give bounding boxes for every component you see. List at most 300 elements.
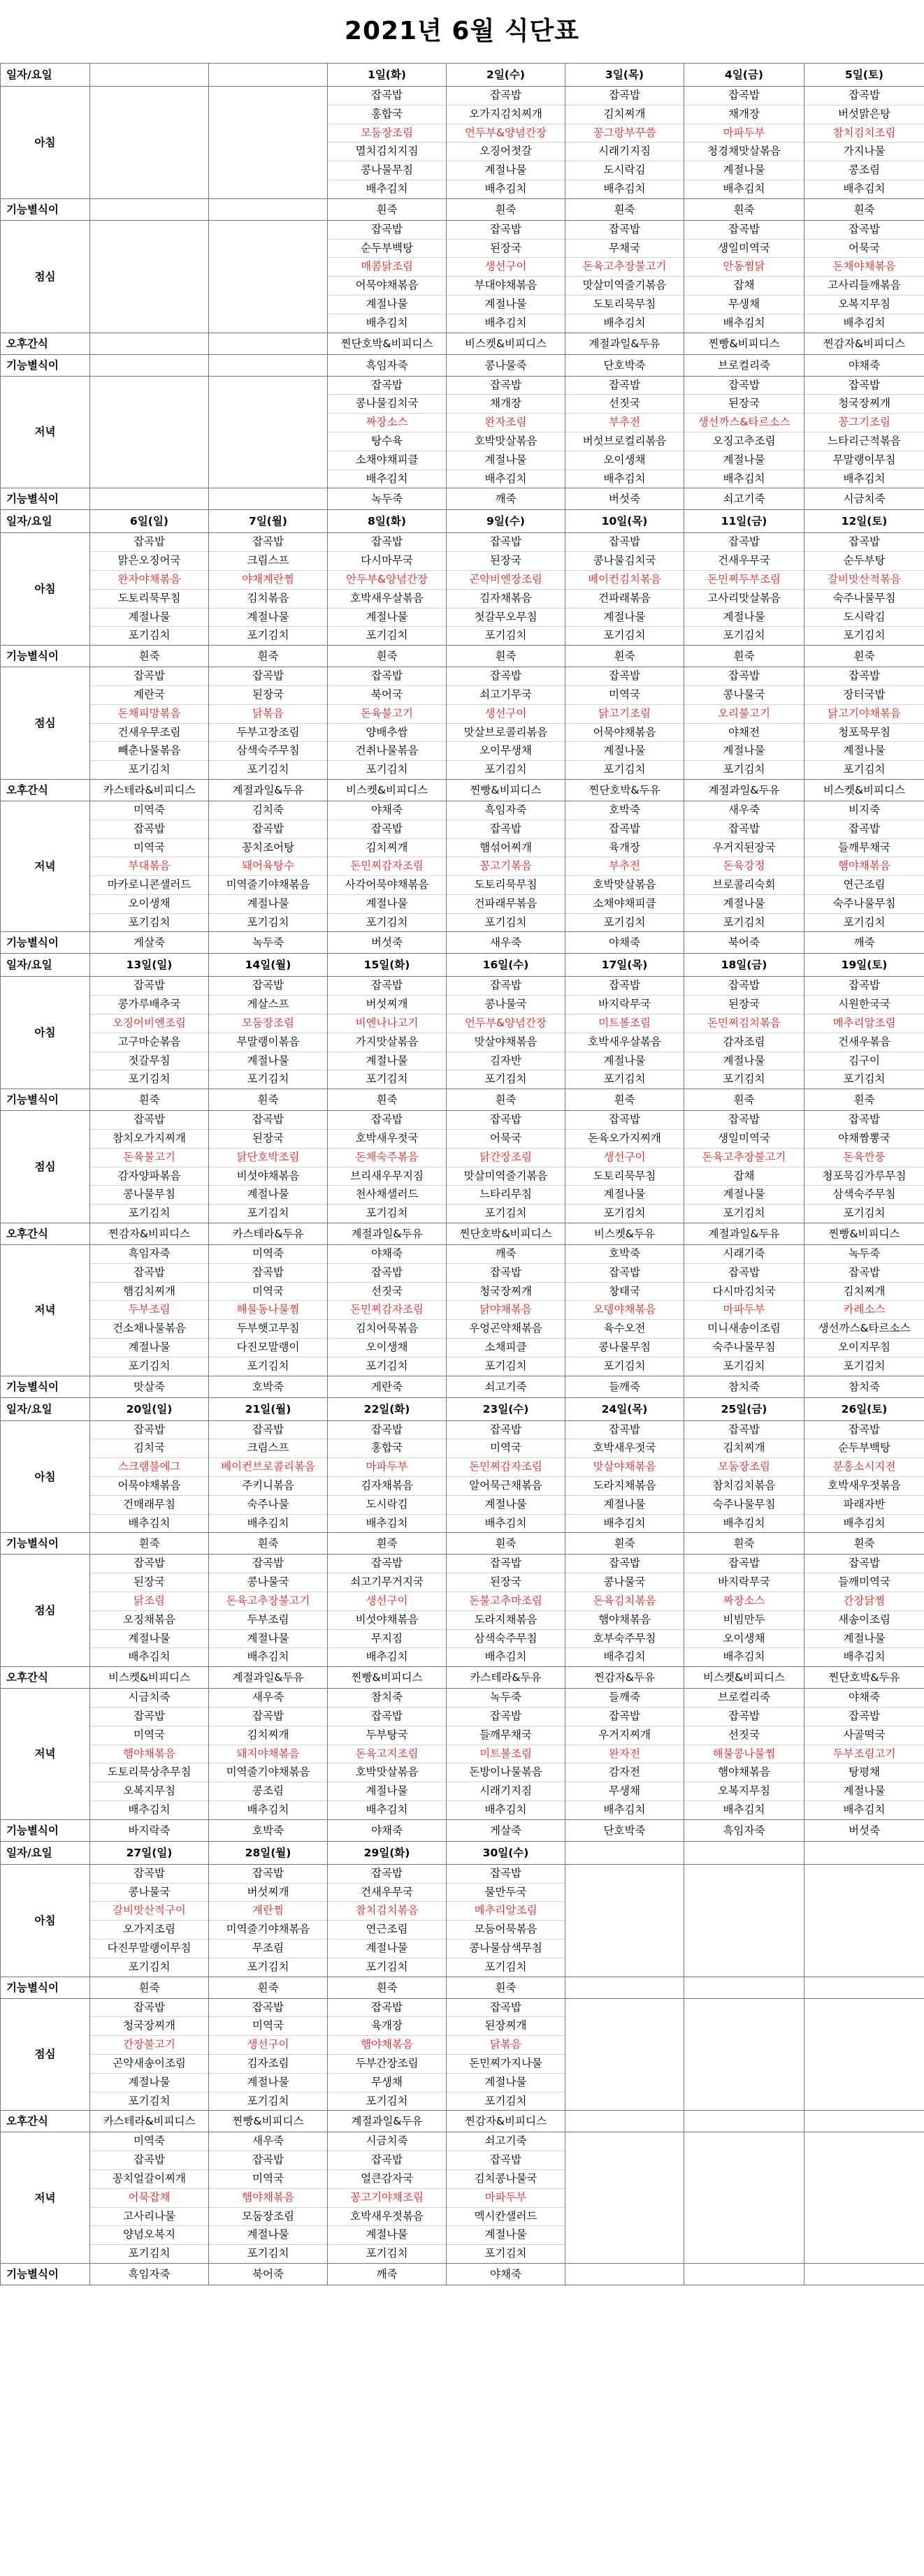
menu-item: 잡곡밥 [328, 1263, 446, 1282]
menu-item: 안두부&양념간장 [328, 570, 446, 589]
menu-item: 계절나물 [684, 1185, 804, 1204]
menu-item: 호박맛살볶음 [328, 1763, 446, 1782]
menu-item: 오이생채 [684, 1629, 804, 1648]
therapeutic-diet-label: 기능별식이 [1, 488, 90, 510]
day-header: 12일(토) [804, 510, 924, 533]
menu-item: 삼색숙주무침 [804, 1185, 924, 1204]
meal-cell [328, 667, 447, 780]
menu-item: 잡곡밥 [490, 222, 521, 235]
menu-item: 물만두국 [447, 1883, 565, 1902]
snack-cell: 비스켓&비피디스 [684, 1667, 804, 1689]
diet-cell: 브로컬리죽 [684, 354, 804, 376]
diet-cell: 흰죽 [90, 1089, 209, 1111]
menu-item: 순두부탕 [804, 551, 924, 570]
menu-item: 계절나물 [328, 1051, 446, 1070]
date-header-label: 일자/요일 [1, 1397, 90, 1420]
meal-cell [804, 1689, 924, 1820]
therapeutic-diet-label: 기능별식이 [1, 2263, 90, 2285]
meal-cell [328, 801, 447, 932]
menu-item: 배추김치 [684, 1647, 804, 1666]
menu-item: 김치콩나물국 [447, 2169, 565, 2188]
meal-cell [328, 533, 447, 646]
menu-item: 쇠고기무거지국 [328, 1573, 446, 1592]
menu-item: 멕시칸샐러드 [447, 2207, 565, 2226]
menu-item: 호부숙주무침 [565, 1629, 684, 1648]
menu-item: 포기김치 [447, 2244, 565, 2263]
menu-item: 잡곡밥 [849, 1113, 880, 1126]
menu-item: 김치볶음 [209, 589, 327, 608]
meal-cell [209, 1111, 328, 1223]
menu-item: 오이무생채 [447, 741, 565, 760]
meal-cell [328, 2132, 447, 2264]
menu-item: 포기김치 [90, 760, 208, 779]
meal-cell [565, 220, 684, 333]
menu-item: 포기김치 [328, 1204, 446, 1223]
diet-cell: 깨죽 [804, 932, 924, 954]
menu-item: 김구이 [804, 1051, 924, 1070]
menu-item: 잡곡밥 [728, 89, 760, 101]
diet-cell: 흑임자죽 [328, 354, 447, 376]
menu-item: 잡곡밥 [490, 2000, 521, 2014]
meal-cell [804, 533, 924, 646]
dinner-row [1, 1689, 924, 1820]
snack-cell: 찐단호박&두유 [804, 1667, 924, 1689]
menu-item: 배추김치 [90, 1800, 208, 1819]
menu-item: 어묵국 [447, 1129, 565, 1148]
menu-item: 첫갈무오무침 [447, 608, 565, 627]
diet-cell: 흰죽 [684, 646, 804, 667]
menu-item: 김치국 [90, 1439, 208, 1457]
diet-row [1, 932, 924, 954]
menu-item: 잡곡밥 [371, 89, 403, 101]
menu-item: 잡채 [684, 1167, 804, 1186]
day-header: 23일(수) [447, 1397, 565, 1420]
diet-row [1, 1533, 924, 1555]
menu-item: 김치찌개 [684, 1439, 804, 1457]
menu-item: 비빔만두 [684, 1610, 804, 1629]
snack-cell: 계절과일&두유 [209, 1667, 328, 1689]
menu-item: 잡곡밥 [133, 1422, 165, 1436]
menu-item: 다시마김치국 [684, 1282, 804, 1301]
menu-item: 잡곡밥 [133, 1557, 165, 1570]
menu-item: 콩나물김치국 [565, 551, 684, 570]
menu-item: 우거지찌개 [565, 1726, 684, 1745]
menu-item: 포기김치 [328, 2092, 446, 2111]
menu-item: 미역줄기야채볶음 [209, 1763, 327, 1782]
meal-cell [90, 801, 209, 932]
meal-cell [209, 801, 328, 932]
menu-item: 매콤닭조림 [328, 257, 446, 276]
menu-item: 맑은오징어국 [90, 551, 208, 570]
menu-item: 호박죽 [609, 803, 640, 816]
diet-cell: 흰죽 [447, 1089, 565, 1111]
snack-cell: 카스테라&비피디스 [90, 779, 209, 801]
day-header: 19일(토) [804, 954, 924, 977]
menu-item: 잡곡밥 [90, 820, 208, 838]
menu-item: 참치오가지찌개 [90, 1129, 208, 1148]
menu-item: 모둠장조림 [684, 1457, 804, 1476]
day-header: 6일(일) [90, 510, 209, 533]
meal-cell [447, 1420, 565, 1533]
day-header: 3일(목) [565, 64, 684, 87]
menu-item: 콩조림 [804, 161, 924, 180]
menu-item: 잡곡밥 [565, 1263, 684, 1282]
menu-item: 생일미역국 [684, 1129, 804, 1148]
menu-item: 미역줄기야채볶음 [209, 1920, 327, 1939]
menu-item: 무지짐 [328, 1629, 446, 1648]
menu-item: 잡곡밥 [728, 669, 760, 683]
menu-item: 곤약비엔장조림 [447, 570, 565, 589]
menu-item: 도토리묵무침 [90, 589, 208, 608]
menu-item: 콩나물국 [684, 685, 804, 704]
menu-item: 야채죽 [371, 1247, 403, 1260]
diet-cell: 흰죽 [447, 646, 565, 667]
menu-item: 잡곡밥 [252, 1113, 284, 1126]
menu-item: 참치죽 [371, 1691, 403, 1704]
meal-cell [90, 1555, 209, 1667]
diet-cell [565, 1977, 684, 1998]
menu-item: 맛살미역줄기볶음 [565, 276, 684, 295]
menu-item: 모둠장조림 [209, 2207, 327, 2226]
menu-item: 잡곡밥 [371, 1422, 403, 1436]
menu-item: 들깨죽 [609, 1691, 640, 1704]
meal-cell [684, 1864, 804, 1977]
menu-item: 계절나물 [90, 1629, 208, 1648]
menu-item: 건파래볶음 [565, 589, 684, 608]
meal-cell [209, 1245, 328, 1376]
menu-item: 돼어육탕수 [209, 857, 327, 875]
menu-item: 도토리묵무침 [565, 1167, 684, 1186]
menu-item: 계절나물 [684, 894, 804, 913]
menu-item: 언두부&양념간장 [447, 1014, 565, 1033]
menu-item: 어묵잡채 [90, 2188, 208, 2207]
menu-item: 잡곡밥 [684, 1263, 804, 1282]
menu-item: 잡곡밥 [371, 378, 403, 391]
dinner-label: 저녁 [1, 1245, 90, 1376]
menu-item: 포기김치 [209, 760, 327, 779]
snack-cell: 계절과일&두유 [328, 1223, 447, 1245]
menu-item: 오징채볶음 [90, 1610, 208, 1629]
menu-item: 포기김치 [447, 913, 565, 932]
menu-item: 빼춘나물볶음 [90, 741, 208, 760]
menu-item: 오가지김치찌개 [447, 105, 565, 124]
menu-item: 닭볶음 [447, 2035, 565, 2054]
menu-item: 돈불고추마조림 [447, 1592, 565, 1610]
menu-item: 오이생채 [565, 451, 684, 470]
menu-item: 건소채나물볶음 [90, 1319, 208, 1338]
diet-cell: 버섯죽 [328, 932, 447, 954]
menu-item: 포기김치 [209, 1070, 327, 1089]
menu-item: 카레소스 [804, 1300, 924, 1319]
meal-cell [209, 220, 328, 333]
menu-item: 잡곡밥 [728, 1557, 760, 1570]
menu-item: 계절나물 [684, 161, 804, 180]
menu-item: 가지나물 [804, 142, 924, 161]
menu-item: 잡곡밥 [490, 1557, 521, 1570]
diet-cell [90, 488, 209, 510]
menu-item: 생선구이 [209, 2035, 327, 2054]
menu-item: 잡곡밥 [90, 1263, 208, 1282]
snack-cell [90, 333, 209, 354]
menu-item: 완자야채볶음 [90, 570, 208, 589]
menu-item: 포기김치 [684, 626, 804, 645]
menu-item: 알어묵근채볶음 [447, 1476, 565, 1495]
therapeutic-diet-label: 기능별식이 [1, 932, 90, 954]
menu-item: 포기김치 [684, 913, 804, 932]
diet-cell: 게살죽 [90, 932, 209, 954]
menu-item: 햄야채볶음 [90, 1745, 208, 1763]
menu-item: 계절나물 [684, 608, 804, 627]
meal-cell [90, 667, 209, 780]
diet-cell [804, 2263, 924, 2285]
menu-item: 맛살야채볶음 [565, 1457, 684, 1476]
therapeutic-diet-label: 기능별식이 [1, 1376, 90, 1397]
meal-cell [447, 667, 565, 780]
snack-cell: 카스테라&두유 [447, 1667, 565, 1689]
menu-item: 야채죽 [849, 1691, 880, 1704]
menu-item: 김치죽 [252, 803, 284, 816]
day-header [90, 64, 209, 87]
menu-item: 김자조림 [209, 2054, 327, 2073]
diet-cell: 호박죽 [209, 1376, 328, 1397]
therapeutic-diet-label: 기능별식이 [1, 1533, 90, 1555]
menu-item: 포기김치 [328, 1958, 446, 1977]
menu-item: 계절나물 [447, 2073, 565, 2092]
menu-item: 도라지채볶음 [447, 1610, 565, 1629]
menu-item: 계절나물 [565, 1185, 684, 1204]
menu-item: 잡곡밥 [490, 378, 521, 391]
day-header [565, 1841, 684, 1864]
diet-cell: 버섯죽 [804, 1819, 924, 1841]
menu-item: 오이생채 [328, 1338, 446, 1357]
menu-item: 돈민찌두부조림 [684, 570, 804, 589]
menu-item: 호박새우살볶음 [565, 1033, 684, 1051]
week-header-row [1, 954, 924, 977]
menu-item: 포기김치 [684, 1070, 804, 1089]
menu-item: 생선까스&타르소스 [804, 1319, 924, 1338]
menu-item: 갈비맛산적구이 [90, 1901, 208, 1920]
menu-item: 포기김치 [90, 1070, 208, 1089]
menu-item: 햄야채볶음 [684, 1763, 804, 1782]
menu-item: 오리불고기 [684, 704, 804, 723]
snack-cell [209, 333, 328, 354]
meal-cell [447, 1111, 565, 1223]
menu-item: 계절나물 [447, 451, 565, 470]
menu-item: 포기김치 [565, 760, 684, 779]
date-header-label: 일자/요일 [1, 954, 90, 977]
menu-item: 들깨무채국 [447, 1726, 565, 1745]
menu-item: 잡곡밥 [728, 535, 760, 548]
menu-item: 건새우무조림 [90, 723, 208, 742]
menu-item: 콩나물무침 [328, 161, 446, 180]
meal-cell [804, 1998, 924, 2111]
diet-cell: 새우죽 [447, 932, 565, 954]
menu-item: 연근조림 [328, 1920, 446, 1939]
menu-item: 해물동나물찜 [209, 1300, 327, 1319]
meal-cell [447, 533, 565, 646]
menu-item: 잡곡밥 [447, 820, 565, 838]
menu-item: 생일미역국 [684, 239, 804, 258]
week-header-row [1, 64, 924, 87]
afternoon-snack-label: 오후간식 [1, 2111, 90, 2132]
diet-cell: 흰죽 [209, 1533, 328, 1555]
menu-item: 잡곡밥 [371, 222, 403, 235]
meal-cell [565, 1864, 684, 1977]
menu-item: 배추김치 [328, 1647, 446, 1666]
diet-cell: 버섯죽 [565, 488, 684, 510]
menu-item: 탕평채 [804, 1763, 924, 1782]
menu-item: 김치어묵볶음 [328, 1319, 446, 1338]
meal-cell [804, 1864, 924, 1977]
dinner-row [1, 2132, 924, 2264]
meal-cell [209, 1689, 328, 1820]
menu-item: 해물콩나물찜 [684, 1745, 804, 1763]
breakfast-row [1, 1864, 924, 1977]
meal-cell [565, 533, 684, 646]
diet-cell: 호박죽 [209, 1819, 328, 1841]
menu-item: 두부탕국 [328, 1726, 446, 1745]
day-header: 2일(수) [447, 64, 565, 87]
diet-cell: 흰죽 [565, 198, 684, 220]
menu-item: 잡곡밥 [728, 378, 760, 391]
menu-item: 언두부&양념간장 [447, 124, 565, 143]
menu-item: 어묵야채볶음 [565, 723, 684, 742]
meal-cell [684, 1245, 804, 1376]
diet-cell [90, 198, 209, 220]
day-header: 15일(화) [328, 954, 447, 977]
menu-item: 생선구이 [565, 1148, 684, 1167]
menu-item: 돈민찌가지나물 [447, 2054, 565, 2073]
menu-item: 콩조림 [209, 1782, 327, 1800]
menu-item: 꽁그랑부꾸씀 [565, 124, 684, 143]
diet-cell [209, 354, 328, 376]
menu-item: 포기김치 [447, 1070, 565, 1089]
diet-cell [684, 2263, 804, 2285]
menu-item: 참치김치조림 [804, 124, 924, 143]
lunch-row [1, 1111, 924, 1223]
menu-item: 오복지무침 [684, 1782, 804, 1800]
meal-cell [328, 1864, 447, 1977]
menu-item: 삼색숙주무침 [209, 741, 327, 760]
snack-cell: 찐감자&비피디스 [90, 1223, 209, 1245]
menu-item: 잡곡밥 [609, 222, 640, 235]
menu-item: 포기김치 [90, 626, 208, 645]
menu-item: 육개장 [328, 2016, 446, 2035]
diet-cell [90, 354, 209, 376]
meal-cell [90, 1111, 209, 1223]
diet-cell: 흰죽 [684, 1533, 804, 1555]
menu-item: 배추김치 [90, 1514, 208, 1533]
meal-cell [90, 1420, 209, 1533]
menu-item: 포기김치 [328, 2244, 446, 2263]
menu-item: 배추김치 [447, 314, 565, 333]
page-title: 2021년 6월 식단표 [344, 17, 580, 45]
menu-item: 포기김치 [565, 1204, 684, 1223]
meal-cell [684, 801, 804, 932]
meal-cell [684, 376, 804, 488]
menu-item: 부추전 [565, 413, 684, 432]
menu-item: 햄김치찌개 [90, 1282, 208, 1301]
meal-cell [565, 376, 684, 488]
menu-item: 잡곡밥 [684, 1707, 804, 1726]
menu-item: 배추김치 [804, 1800, 924, 1819]
menu-item: 포기김치 [804, 1357, 924, 1376]
menu-item: 잡곡밥 [252, 535, 284, 548]
menu-item: 비섯야채볶음 [209, 1167, 327, 1186]
meal-cell [209, 2132, 328, 2264]
diet-cell: 쇠고기죽 [684, 488, 804, 510]
day-header: 21일(월) [209, 1397, 328, 1420]
menu-item: 사각어묵야채볶음 [328, 875, 446, 894]
menu-item: 포기김치 [447, 760, 565, 779]
therapeutic-diet-label: 기능별식이 [1, 646, 90, 667]
dinner-row [1, 376, 924, 488]
meal-cell [447, 2132, 565, 2264]
menu-item: 잡곡밥 [133, 979, 165, 992]
menu-item: 호박새우살볶음 [328, 589, 446, 608]
snack-cell: 찐빵&비피디스 [328, 1667, 447, 1689]
lunch-label: 점심 [1, 667, 90, 780]
menu-item: 배추김치 [447, 1647, 565, 1666]
menu-item: 연근조림 [804, 875, 924, 894]
menu-item: 콩나물국 [565, 1573, 684, 1592]
menu-item: 콩나물국 [447, 995, 565, 1014]
menu-item: 김자채볶음 [447, 589, 565, 608]
menu-item: 새우죽 [252, 2134, 284, 2148]
meal-cell [90, 2132, 209, 2264]
menu-item: 계절나물 [684, 741, 804, 760]
diet-row [1, 1819, 924, 1841]
menu-item: 잡곡밥 [490, 1866, 521, 1879]
menu-item: 우엉곤약채볶음 [447, 1319, 565, 1338]
menu-item: 배추김치 [565, 1800, 684, 1819]
menu-item: 시금치죽 [128, 1691, 171, 1704]
meal-cell [804, 667, 924, 780]
menu-item: 창태국 [565, 1282, 684, 1301]
snack-cell: 계절과일&두유 [684, 1223, 804, 1245]
menu-item: 어묵국 [804, 239, 924, 258]
menu-item: 잡곡밥 [252, 1866, 284, 1879]
diet-cell: 흰죽 [328, 646, 447, 667]
diet-cell: 흰죽 [447, 198, 565, 220]
menu-item: 계절나물 [447, 1495, 565, 1514]
snack-cell: 카스테라&두유 [209, 1223, 328, 1245]
snack-row [1, 779, 924, 801]
menu-item: 계절나물 [565, 1495, 684, 1514]
menu-item: 다진무말랭이무침 [90, 1939, 208, 1958]
meal-cell [209, 977, 328, 1089]
therapeutic-diet-label: 기능별식이 [1, 354, 90, 376]
day-header: 29일(화) [328, 1841, 447, 1864]
menu-item: 채개장 [447, 394, 565, 413]
menu-item: 배추김치 [565, 1514, 684, 1533]
menu-item: 잡곡밥 [728, 1113, 760, 1126]
menu-item: 닭단호박조림 [209, 1148, 327, 1167]
menu-item: 느타리무침 [447, 1185, 565, 1204]
meal-cell [90, 1864, 209, 1977]
menu-item: 흑임자죽 [484, 803, 527, 816]
menu-item: 소채야채피클 [565, 894, 684, 913]
menu-item: 모둠어묵볶음 [447, 1920, 565, 1939]
menu-item: 햄야채볶음 [328, 2035, 446, 2054]
diet-cell: 흰죽 [328, 1089, 447, 1111]
meal-cell [565, 667, 684, 780]
menu-item: 포기김치 [90, 913, 208, 932]
menu-item: 포기김치 [447, 1958, 565, 1977]
snack-row [1, 333, 924, 354]
menu-item: 돈육깐풍 [804, 1148, 924, 1167]
snack-cell: 비스켓&두유 [565, 1223, 684, 1245]
